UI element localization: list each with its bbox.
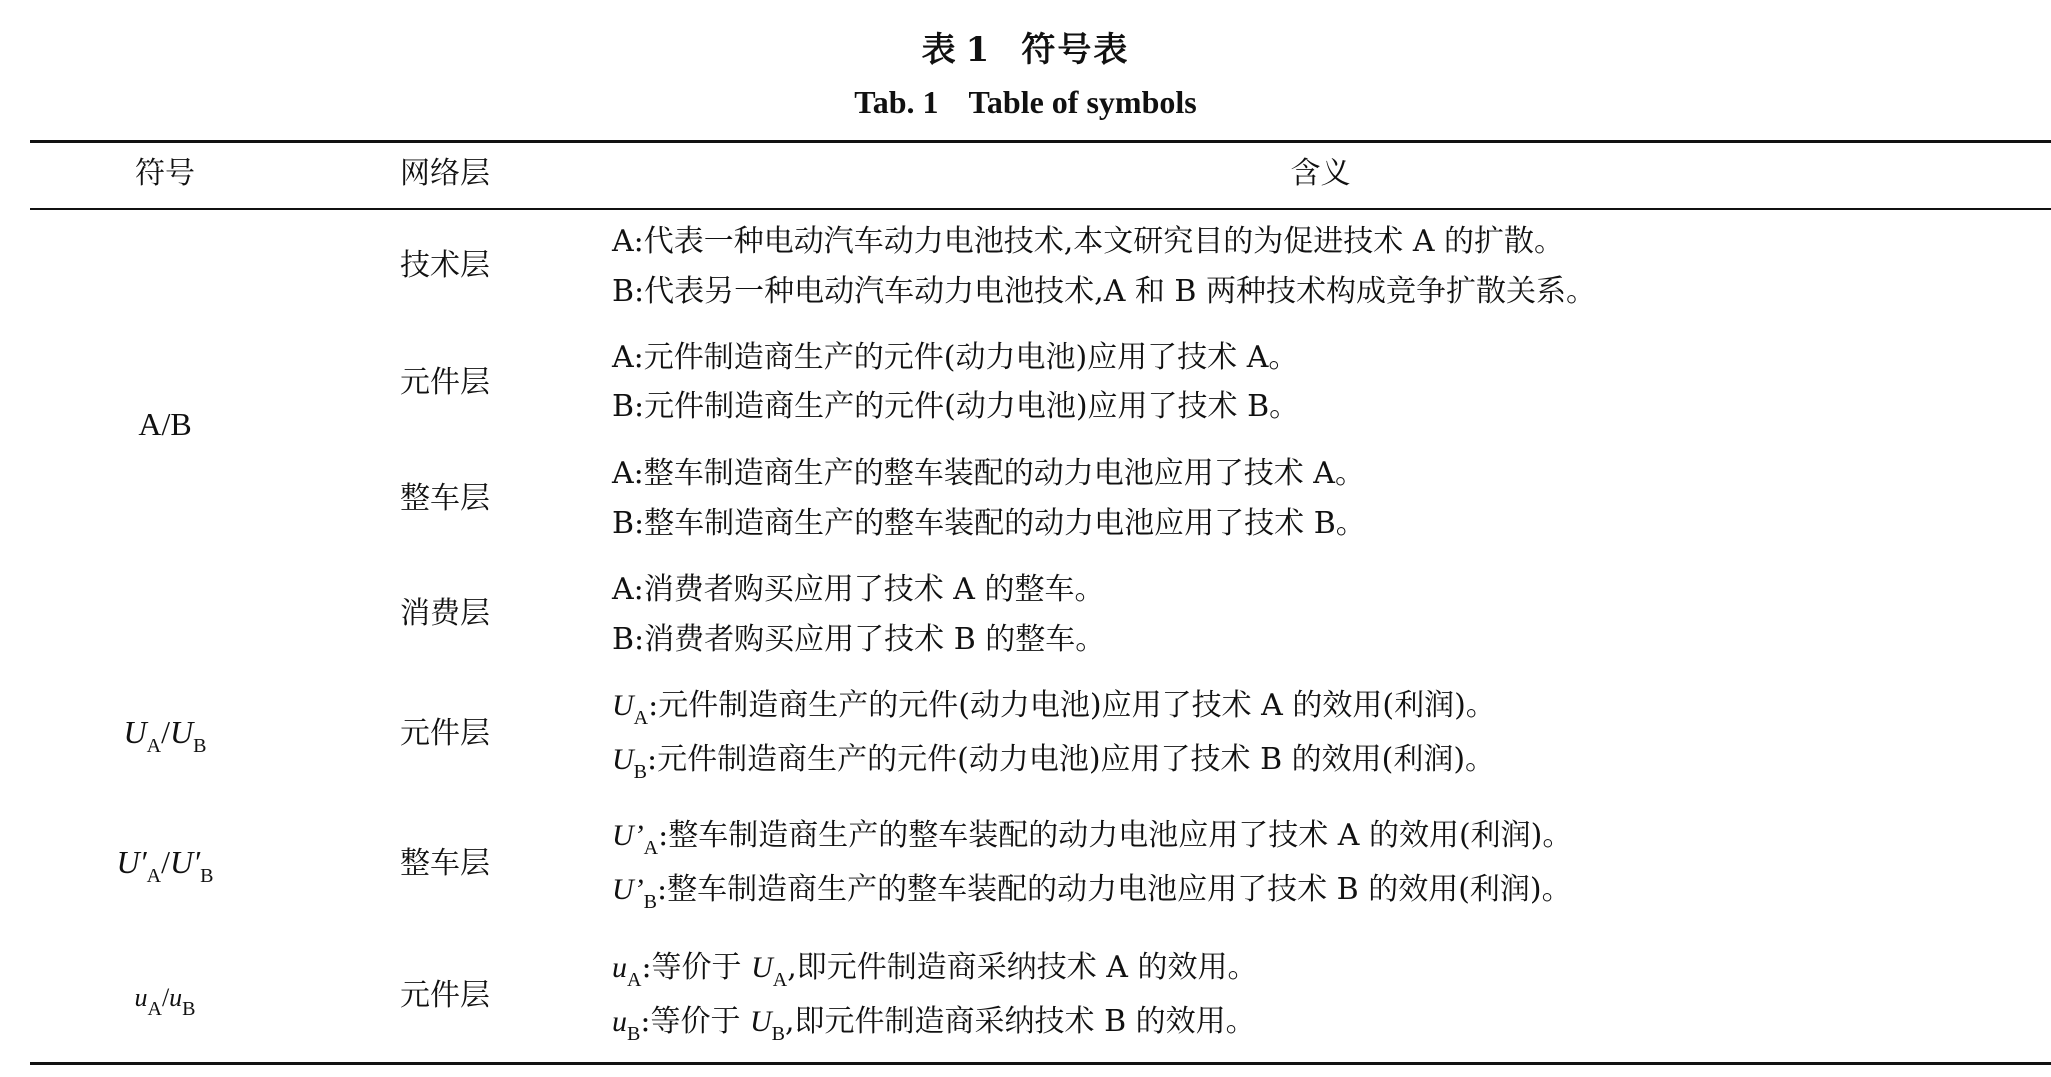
caption-en-prefix: Tab. (854, 84, 915, 120)
meaning-line: $u_B$:等价于 $U_B$,即元件制造商采纳技术 B 的效用。 (612, 1004, 1256, 1045)
meaning-line: B:整车制造商生产的整车装配的动力电池应用了技术 B。 (612, 506, 1366, 541)
meaning-line: $U’_A$:整车制造商生产的整车装配的动力电池应用了技术 A 的效用(利润)。 (612, 818, 1573, 859)
meaning-line: B:代表另一种电动汽车动力电池技术,A 和 B 两种技术构成竞争扩散关系。 (612, 274, 1597, 309)
meaning-line: $U’_B$:整车制造商生产的整车装配的动力电池应用了技术 B 的效用(利润)。 (612, 872, 1572, 913)
meaning-line: B:消费者购买应用了技术 B 的整车。 (612, 622, 1106, 657)
table-caption-en (0, 84, 2051, 121)
meaning-line: A:消费者购买应用了技术 A 的整车。 (612, 572, 1105, 607)
caption-zh-number: 1 (965, 30, 992, 70)
layer-vehicle: 整车层 (400, 481, 490, 516)
table-top-rule (30, 140, 2051, 143)
caption-en-number: 1 (922, 84, 939, 120)
layer-consumer: 消费层 (400, 596, 490, 631)
layer-vehicle: 整车层 (400, 846, 490, 881)
meaning-line: A:代表一种电动汽车动力电池技术,本文研究目的为促进技术 A 的扩散。 (612, 224, 1565, 259)
layer-component: 元件层 (400, 978, 490, 1013)
meaning-line: $u_A$:等价于 $U_A$,即元件制造商采纳技术 A 的效用。 (612, 950, 1258, 991)
caption-zh-prefix: 表 (921, 30, 958, 70)
caption-en-title: Table of symbols (968, 84, 1197, 120)
caption-zh-title: 符号表 (1021, 30, 1130, 70)
symbol-u-prime: $U'_A/U'_B$ (116, 844, 214, 887)
layer-component: 元件层 (400, 365, 490, 400)
meaning-line: $U_B$:元件制造商生产的元件(动力电池)应用了技术 B 的效用(利润)。 (612, 742, 1496, 783)
table-caption-zh (0, 22, 2051, 71)
meaning-line: B:元件制造商生产的元件(动力电池)应用了技术 B。 (612, 389, 1300, 424)
meaning-line: A:元件制造商生产的元件(动力电池)应用了技术 A。 (612, 340, 1299, 375)
header-symbol: 符号 (135, 156, 195, 191)
table-bottom-rule (30, 1062, 2051, 1065)
table-header-rule (30, 208, 2051, 210)
layer-component: 元件层 (400, 716, 490, 751)
symbol-ua-ub: $U_A/U_B$ (123, 714, 207, 757)
meaning-line: $U_A$:元件制造商生产的元件(动力电池)应用了技术 A 的效用(利润)。 (612, 688, 1496, 729)
layer-technology: 技术层 (400, 248, 490, 283)
header-layer: 网络层 (400, 156, 490, 191)
symbol-lower-u: $u_A/u_B$ (134, 983, 196, 1020)
header-meaning: 含义 (1290, 156, 1351, 191)
meaning-line: A:整车制造商生产的整车装配的动力电池应用了技术 A。 (612, 456, 1365, 491)
symbol-a-b: A/B (138, 406, 192, 442)
